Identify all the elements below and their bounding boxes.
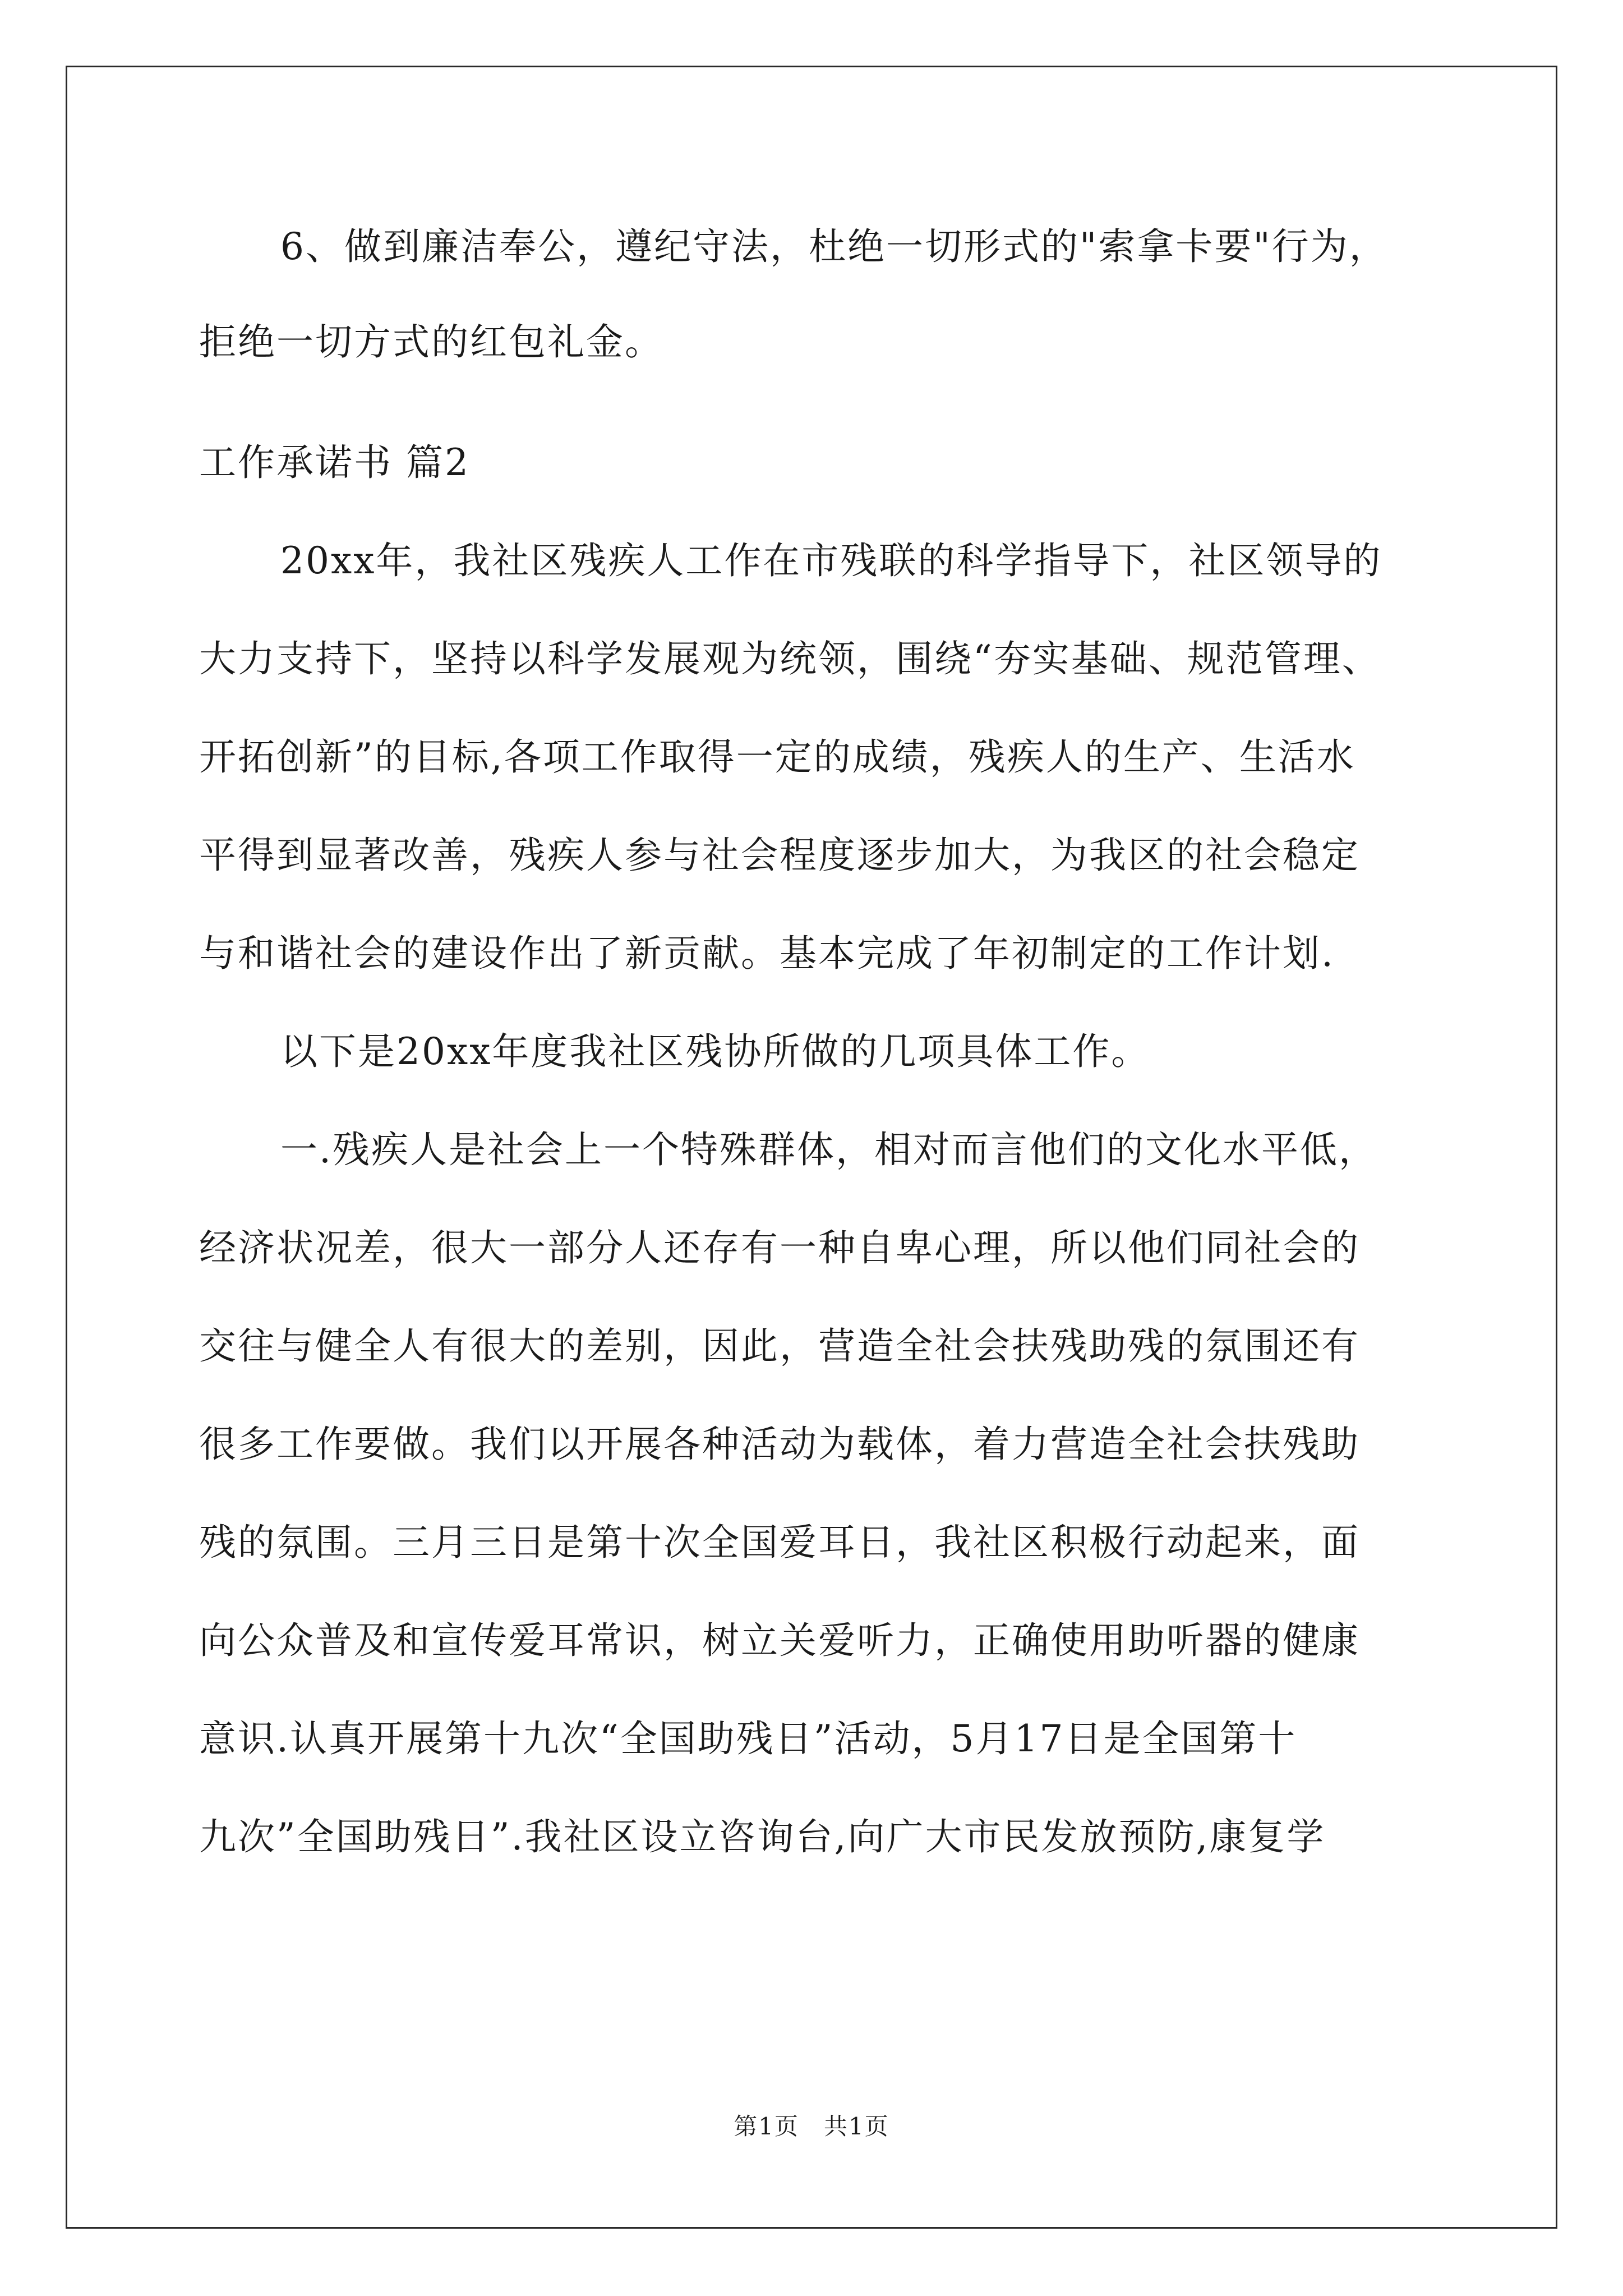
paragraph-line: 向公众普及和宣传爱耳常识，树立关爱听力，正确使用助听器的健康 [199, 1619, 1360, 1662]
paragraph-line: 很多工作要做。我们以开展各种活动为载体，着力营造全社会扶残助 [199, 1423, 1360, 1466]
paragraph-line: 拒绝一切方式的红包礼金。 [199, 320, 663, 364]
paragraph-line: 20xx年，我社区残疾人工作在市残联的科学指导下，社区领导的 [280, 539, 1382, 582]
paragraph-line: 九次”全国助残日”.我社区设立咨询台,向广大市民发放预防,康复学 [199, 1815, 1326, 1858]
paragraph-line: 一.残疾人是社会上一个特殊群体，相对而言他们的文化水平低， [280, 1128, 1377, 1171]
paragraph-line: 以下是20xx年度我社区残协所做的几项具体工作。 [280, 1030, 1150, 1073]
paragraph-line: 与和谐社会的建设作出了新贡献。基本完成了年初制定的工作计划. [199, 932, 1335, 975]
paragraph-line: 6、做到廉洁奉公，遵纪守法，杜绝一切形式的"索拿卡要"行为， [280, 225, 1388, 268]
paragraph-line: 平得到显著改善，残疾人参与社会程度逐步加大，为我区的社会稳定 [199, 834, 1360, 877]
section-heading: 工作承诺书 篇2 [199, 441, 470, 484]
page-footer: 第1页 共1页 [734, 2113, 889, 2140]
paragraph-line: 大力支持下，坚持以科学发展观为统领，围绕“夯实基础、规范管理、 [199, 637, 1381, 680]
paragraph-line: 经济状况差，很大一部分人还存有一种自卑心理，所以他们同社会的 [199, 1226, 1360, 1269]
paragraph-line: 开拓创新”的目标,各项工作取得一定的成绩，残疾人的生产、生活水 [199, 735, 1355, 779]
paragraph-line: 意识.认真开展第十九次“全国助残日”活动，5月17日是全国第十 [199, 1717, 1297, 1760]
paragraph-line: 残的氛围。三月三日是第十次全国爱耳日，我社区积极行动起来，面 [199, 1521, 1360, 1564]
paragraph-line: 交往与健全人有很大的差别，因此，营造全社会扶残助残的氛围还有 [199, 1324, 1360, 1368]
